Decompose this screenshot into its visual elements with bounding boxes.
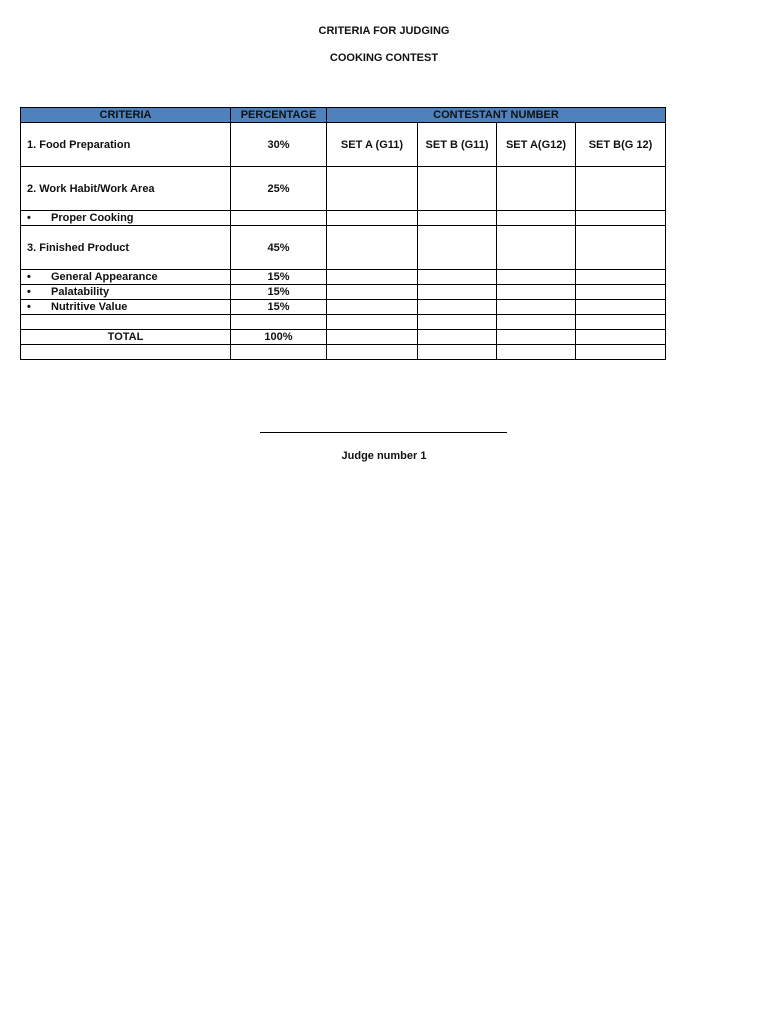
score-cell[interactable] [327,211,418,226]
bullet-icon: • [27,271,31,283]
percentage-cell: 25% [231,167,327,211]
table-row [21,270,666,285]
percentage-cell [231,315,327,330]
total-percentage-cell: 100% [231,330,327,345]
score-cell[interactable] [327,226,418,270]
criteria-cell [21,211,231,226]
document-subtitle: COOKING CONTEST [329,52,439,64]
criteria-cell [21,270,231,285]
score-cell[interactable] [418,211,497,226]
score-cell[interactable] [497,330,576,345]
score-cell[interactable] [576,211,666,226]
score-cell[interactable] [576,315,666,330]
table-row [21,226,666,270]
judging-criteria-table [20,107,666,360]
score-cell[interactable] [497,226,576,270]
score-cell[interactable] [576,285,666,300]
criteria-label: General Appearance [51,271,158,283]
percentage-cell: 30% [231,123,327,167]
score-cell[interactable] [327,315,418,330]
percentage-cell: 15% [231,285,327,300]
score-cell[interactable] [576,330,666,345]
table-header-row [21,108,666,123]
bullet-icon: • [27,212,31,224]
table-row [21,345,666,360]
bullet-icon: • [27,301,31,313]
criteria-cell [21,285,231,300]
score-cell[interactable] [327,330,418,345]
score-cell[interactable] [418,315,497,330]
table-row [21,123,666,167]
criteria-cell: 1. Food Preparation [21,123,231,167]
score-cell[interactable] [576,226,666,270]
percentage-cell: 15% [231,270,327,285]
criteria-header: CRITERIA [21,108,231,123]
set-header-cell: SET B (G11) [418,123,497,167]
criteria-cell [21,345,231,360]
criteria-cell: 3. Finished Product [21,226,231,270]
table-row [21,300,666,315]
criteria-cell: 2. Work Habit/Work Area [21,167,231,211]
table-row [21,315,666,330]
score-cell[interactable] [418,167,497,211]
criteria-label: Proper Cooking [51,212,134,224]
score-cell[interactable] [497,345,576,360]
score-cell[interactable] [327,285,418,300]
document-title: CRITERIA FOR JUDGING [318,25,450,37]
percentage-cell: 15% [231,300,327,315]
score-cell[interactable] [327,345,418,360]
score-cell[interactable] [576,167,666,211]
score-cell[interactable] [497,300,576,315]
score-cell[interactable] [418,270,497,285]
bullet-icon: • [27,286,31,298]
score-cell[interactable] [418,300,497,315]
score-cell[interactable] [497,167,576,211]
set-header-cell: SET A (G11) [327,123,418,167]
score-cell[interactable] [418,345,497,360]
table-row [21,330,666,345]
score-cell[interactable] [497,270,576,285]
score-cell[interactable] [497,285,576,300]
score-cell[interactable] [497,315,576,330]
score-cell[interactable] [418,330,497,345]
percentage-cell [231,345,327,360]
table-row [21,211,666,226]
score-cell[interactable] [576,270,666,285]
set-header-cell: SET A(G12) [497,123,576,167]
score-cell[interactable] [327,300,418,315]
score-cell[interactable] [576,345,666,360]
score-cell[interactable] [418,226,497,270]
criteria-cell [21,300,231,315]
judge-label: Judge number 1 [341,450,427,462]
percentage-cell [231,211,327,226]
signature-line [260,426,507,433]
criteria-cell [21,315,231,330]
criteria-label: Palatability [51,286,110,298]
criteria-label: Nutritive Value [51,301,128,313]
score-cell[interactable] [327,167,418,211]
table-row [21,285,666,300]
score-cell[interactable] [327,270,418,285]
contestant-number-header: CONTESTANT NUMBER [327,108,666,123]
score-cell[interactable] [497,211,576,226]
table-row [21,167,666,211]
score-cell[interactable] [418,285,497,300]
total-label-cell: TOTAL [21,330,231,345]
percentage-cell: 45% [231,226,327,270]
set-header-cell: SET B(G 12) [576,123,666,167]
score-cell[interactable] [576,300,666,315]
percentage-header: PERCENTAGE [231,108,327,123]
